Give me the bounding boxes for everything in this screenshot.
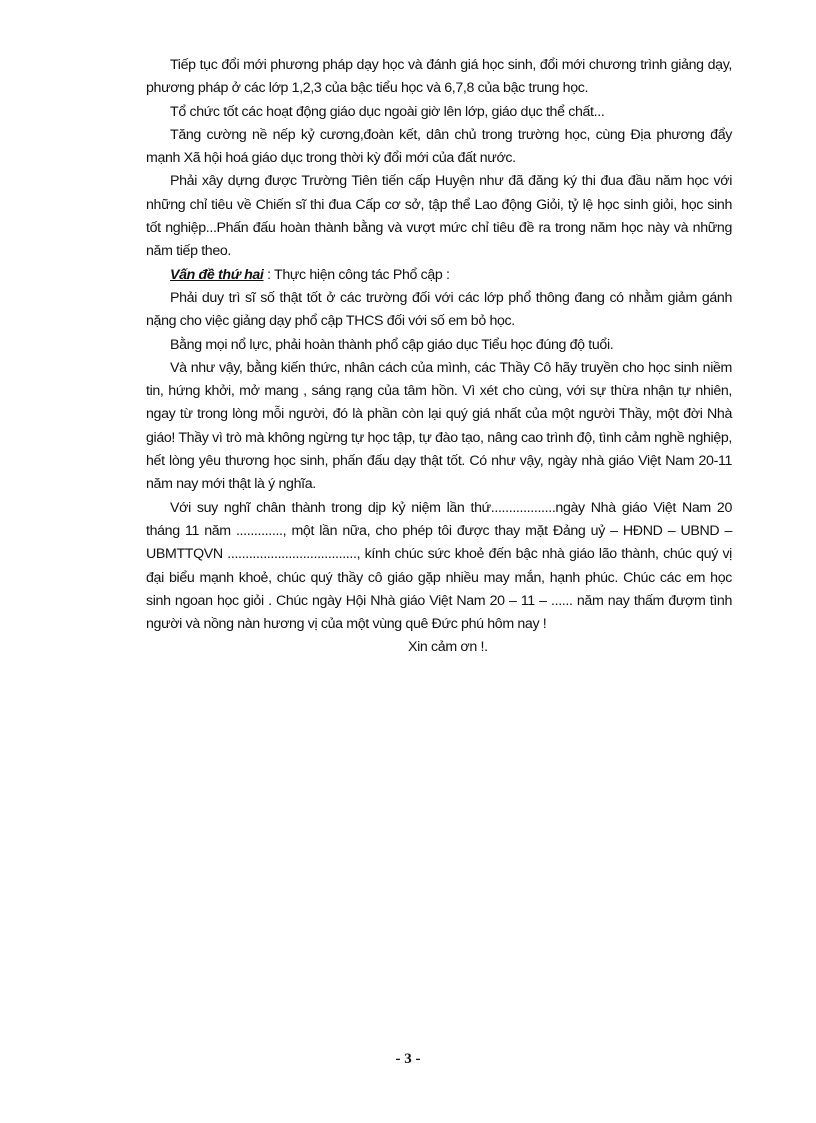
- paragraph-emulation-goals: Phải xây dựng được Trường Tiên tiến cấp Huyện như đã đăng ký thi đua đầu năm học với những chỉ tiêu về Chiến sĩ thi đua Cấp cơ sở, tập thể Lao động Giỏi, tỷ lệ học sinh giỏi, học sinh tốt nghiệp...Phấn đấu hoàn thành bằng và vượt mức chỉ tiêu đề ra trong năm học này và những năm tiếp theo.: [146, 173, 732, 260]
- paragraph-universal-primary: Bằng mọi nổ lực, phải hoàn thành phổ cập giáo dục Tiểu học đúng độ tuổi.: [170, 336, 614, 353]
- section-heading-rest: : Thực hiện công tác Phổ cập :: [263, 266, 450, 283]
- paragraph-teaching-methods: Tiếp tục đổi mới phương pháp dạy học và đánh giá học sinh, đổi mới chương trình giảng dạy, phương pháp ở các lớp 1,2,3 của bậc tiểu học và 6,7,8 của bậc trung học.: [146, 57, 732, 97]
- closing-thanks: Xin cảm ơn !.: [408, 639, 488, 656]
- paragraph-wishes: Với suy nghĩ chân thành trong dịp kỷ niệm lần thứ..................ngày Nhà giáo Việt Nam 20 tháng 11 năm ............., một lần nữa, cho phép tôi được thay mặt Đảng uỷ – HĐND – UBND – UBMTTQVN ...................................., kính chúc sức khoẻ đến bậc nhà giáo lão thành, chúc quý vị đại biểu mạnh khoẻ, chúc quý thầy cô giáo gặp nhiều may mắn, hạnh phúc. Chúc các em học sinh ngoan học giỏi . Chúc ngày Hội Nhà giáo Việt Nam 20 – 11 – ...... năm nay thấm đượm tình người và nồng nàn hương vị của một vùng quê Đức phú hôm nay !: [146, 499, 732, 633]
- paragraph-extracurricular: Tổ chức tốt các hoạt động giáo dục ngoài giờ lên lớp, giáo dục thể chất...: [170, 103, 605, 120]
- section-heading-line: [146, 264, 732, 287]
- paragraph-teachers-message: Và như vậy, bằng kiến thức, nhân cách của mình, các Thầy Cô hãy truyền cho học sinh niềm tin, hứng khởi, mở mang , sáng rạng của tâm hồn. Vì xét cho cùng, với sự thừa nhận tự nhiên, ngay từ trong lòng mỗi người, đó là phần còn lại quý giá nhất của một người Thầy, một đời Nhà giáo! Thầy vì trò mà không ngừng tự học tập, tự đào tạo, nâng cao trình độ, tình cảm nghề nghiệp, hết lòng yêu thương học sinh, phấn đấu dạy thật tốt. Có như vậy, ngày nhà giáo Việt Nam 20-11 năm nay mới thật là ý nghĩa.: [146, 359, 732, 493]
- page-number: - 3 -: [395, 1051, 421, 1067]
- document-body: [146, 54, 732, 660]
- paragraph-maintain-attendance: Phải duy trì sĩ số thật tốt ở các trường đối với các lớp phổ thông đang có nhằm giảm gánh nặng cho việc giảng dạy phổ cập THCS đối với số em bỏ học.: [146, 289, 732, 330]
- paragraph-discipline: Tăng cường nề nếp kỷ cương,đoàn kết, dân chủ trong trường học, cùng Địa phương đẩy mạnh Xã hội hoá giáo dục trong thời kỳ đổi mới của đất nước.: [146, 126, 732, 167]
- section-heading: Vấn đề thứ hai: [170, 266, 264, 283]
